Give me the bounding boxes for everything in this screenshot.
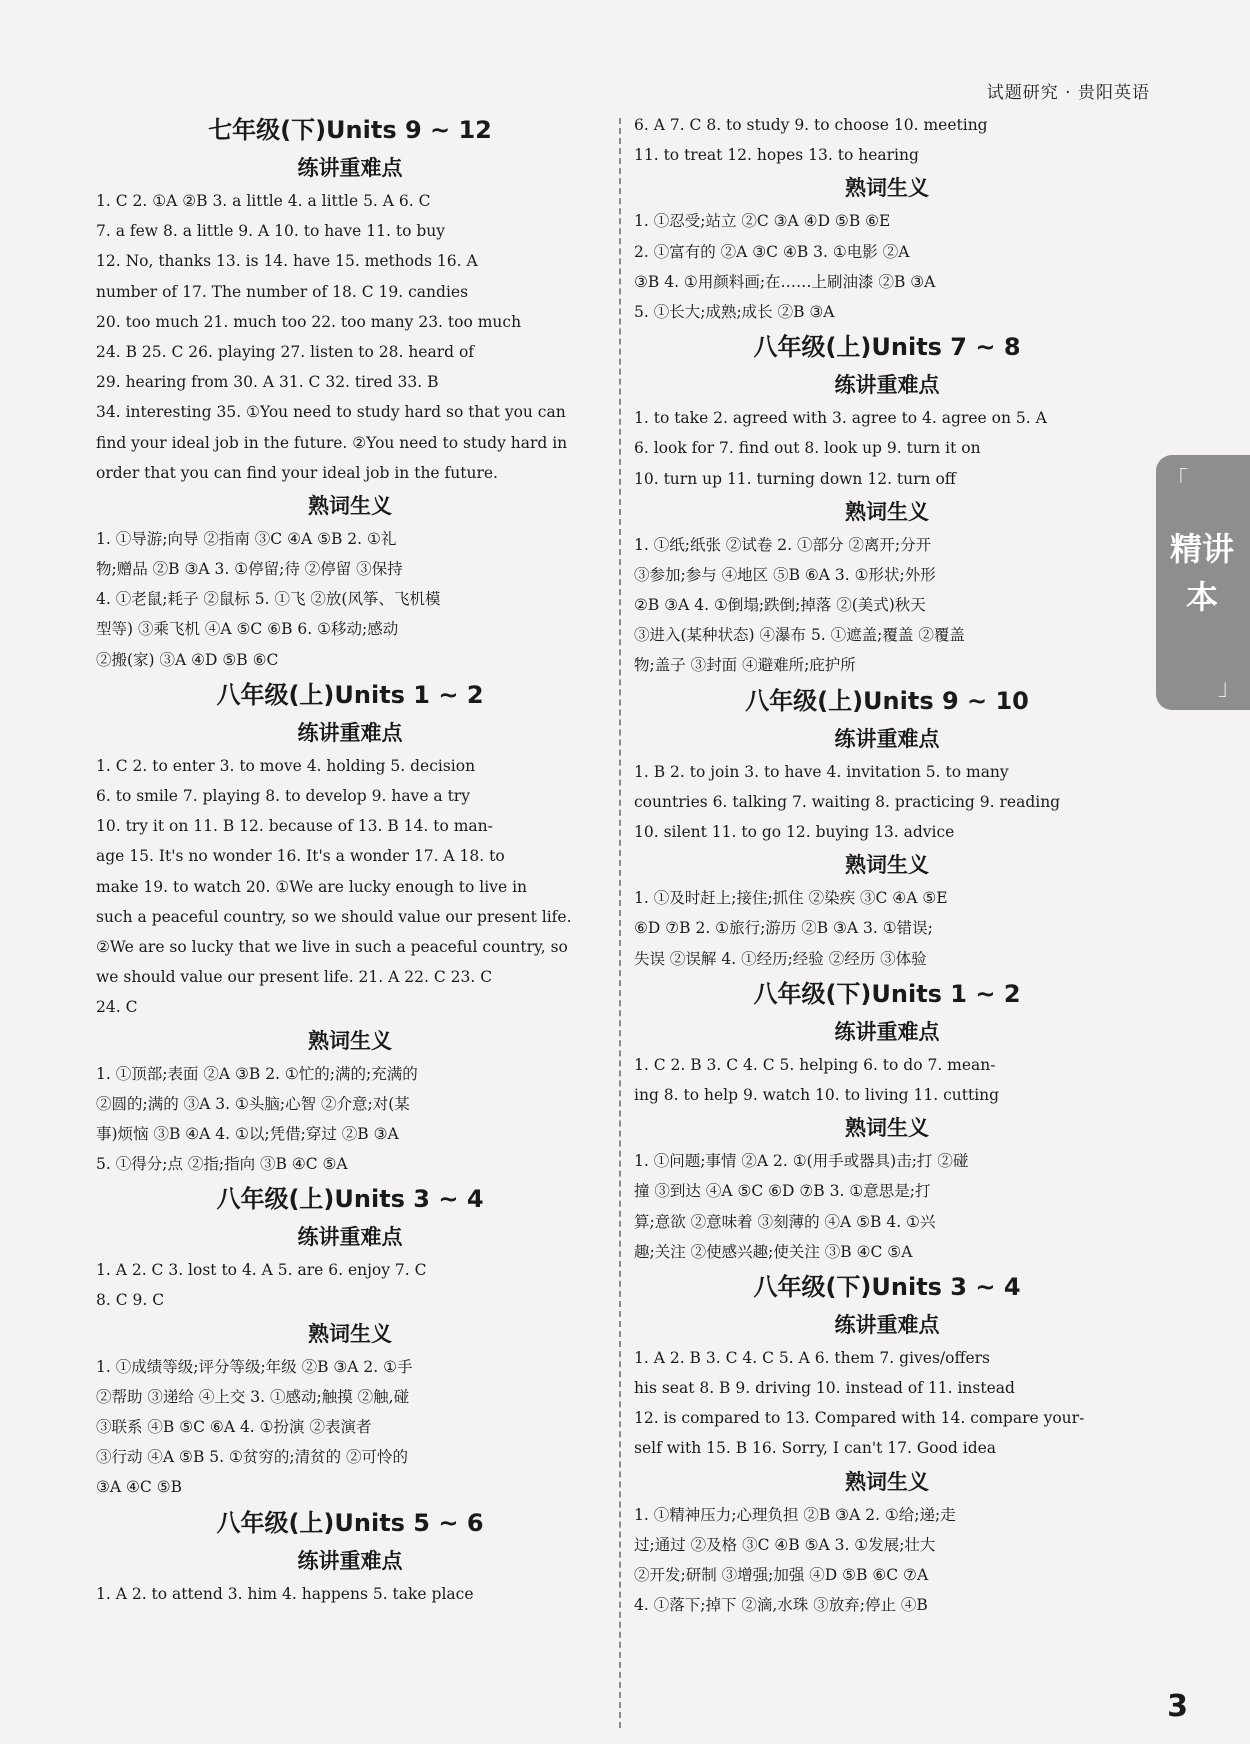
answer-line: self with 15. B 16. Sorry, I can't 17. Good idea [634,1439,997,1458]
answer-line: ②We are so lucky that we live in such a peaceful country, so [96,937,568,956]
answer-line: 34. interesting 35. ①You need to study hard so that you can [96,403,566,422]
answer-line: 1. A 2. to attend 3. him 4. happens 5. take place [96,1584,474,1603]
section-subtitle: 熟词生义 [308,1321,392,1346]
answer-line: 1. A 2. C 3. lost to 4. A 5. are 6. enjoy 7. C [96,1261,427,1280]
answer-line: 2. ①富有的 ②A ③C ④B 3. ①电影 ②A [634,242,910,261]
answer-line: 1. ①成绩等级;评分等级;年级 ②B ③A 2. ①手 [96,1357,413,1376]
answer-line: 8. C 9. C [96,1291,165,1310]
answer-line: 1. ①及时赶上;接住;抓住 ②染疾 ③C ④A ⑤E [634,889,948,908]
answer-line: 5. ①长大;成熟;成长 ②B ③A [634,302,835,321]
section-subtitle: 熟词生义 [845,1469,929,1494]
answer-line: 1. ①问题;事情 ②A 2. ①(用手或器具)击;打 ②碰 [634,1152,969,1171]
answer-line: 1. ①导游;向导 ②指南 ③C ④A ⑤B 2. ①礼 [96,529,397,548]
answer-line: 4. ①老鼠;耗子 ②鼠标 5. ①飞 ②放(风筝、飞机模 [96,590,441,609]
answer-line: age 15. It's no wonder 16. It's a wonder 17. A 18. to [96,847,505,866]
answer-line: 算;意欲 ②意味着 ③刻薄的 ④A ⑤B 4. ①兴 [634,1212,936,1231]
answer-line: 7. a few 8. a little 9. A 10. to have 11. to buy [96,222,446,241]
page-number: 3 [1167,1689,1188,1724]
section-subtitle: 练讲重难点 [834,726,940,751]
answer-line: 1. C 2. B 3. C 4. C 5. helping 6. to do 7. mean- [634,1055,996,1074]
answer-line: ②开发;研制 ③增强;加强 ④D ⑤B ⑥C ⑦A [634,1566,929,1584]
tab-label: 精讲本 [1170,530,1235,616]
answer-line: ②圆的;满的 ③A 3. ①头脑;心智 ②介意;对(某 [96,1094,410,1113]
unit-title: 七年级(下)Units 9 ~ 12 [208,116,492,144]
answer-line: 1. ①纸;纸张 ②试卷 2. ①部分 ②离开;分开 [634,535,932,554]
section-subtitle: 练讲重难点 [297,1548,403,1573]
section-subtitle: 练讲重难点 [297,1225,403,1250]
answer-line: 1. C 2. ①A ②B 3. a little 4. a little 5. A 6. C [96,192,431,210]
section-subtitle: 熟词生义 [845,176,929,201]
answer-column-left [96,110,604,1609]
answer-line: ⑥D ⑦B 2. ①旅行;游历 ②B ③A 3. ①错误; [634,919,933,938]
answer-line: order that you can find your ideal job in the future. [96,463,498,482]
answer-line: 20. too much 21. much too 22. too many 23. too much [96,312,522,331]
answer-line: ③B 4. ①用颜料画;在……上刷油漆 ②B ③A [634,272,936,291]
answer-line: 4. ①落下;掉下 ②滴,水珠 ③放弃;停止 ④B [634,1596,928,1615]
unit-title: 八年级(上)Units 9 ~ 10 [745,686,1029,715]
section-subtitle: 练讲重难点 [834,1019,940,1044]
answer-line: 12. No, thanks 13. is 14. have 15. methods 16. A [96,252,478,271]
answer-column-right [634,110,1140,1620]
answer-line: ②搬(家) ③A ④D ⑤B ⑥C [96,650,279,669]
section-subtitle: 练讲重难点 [297,720,403,745]
answer-line: countries 6. talking 7. waiting 8. practicing 9. reading [634,792,1061,811]
tab-bracket-top: 「 [1166,468,1189,493]
answer-line: 物;赠品 ②B ③A 3. ①停留;待 ②停留 ③保持 [96,560,403,579]
column-divider [619,118,621,1728]
answer-line: 5. ①得分;点 ②指;指向 ③B ④C ⑤A [96,1155,348,1174]
answer-line: 物;盖子 ③封面 ④避难所;庇护所 [634,656,856,675]
answer-line: ③参加;参与 ④地区 ⑤B ⑥A 3. ①形状;外形 [634,565,936,584]
answer-line: ②B ③A 4. ①倒塌;跌倒;掉落 ②(美式)秋天 [634,596,926,615]
unit-title: 八年级(下)Units 3 ~ 4 [753,1272,1021,1301]
unit-title: 八年级(上)Units 7 ~ 8 [753,333,1021,362]
answer-line: such a peaceful country, so we should value our present life. [96,907,572,926]
answer-line: 1. A 2. B 3. C 4. C 5. A 6. them 7. gives/offers [634,1348,991,1367]
answer-line: find your ideal job in the future. ②You need to study hard in [96,433,568,452]
section-subtitle: 练讲重难点 [834,373,940,398]
answer-line: number of 17. The number of 18. C 19. candies [96,282,469,301]
section-subtitle: 熟词生义 [845,499,929,524]
answer-line: 撞 ③到达 ④A ⑤C ⑥D ⑦B 3. ①意思是;打 [634,1182,931,1201]
answer-line: 10. turn up 11. turning down 12. turn off [634,469,956,488]
answer-line: 1. ①忍受;站立 ②C ③A ④D ⑤B ⑥E [634,212,891,231]
answer-line: ③联系 ④B ⑤C ⑥A 4. ①扮演 ②表演者 [96,1418,372,1436]
answer-line: 11. to treat 12. hopes 13. to hearing [634,146,919,165]
answer-line: 1. ①顶部;表面 ②A ③B 2. ①忙的;满的;充满的 [96,1064,418,1083]
section-subtitle: 熟词生义 [845,853,929,878]
answer-line: 型等) ③乘飞机 ④A ⑤C ⑥B 6. ①移动;感动 [96,620,399,639]
answer-line: 1. B 2. to join 3. to have 4. invitation 5. to many [634,762,1009,781]
answer-line: 失误 ②误解 4. ①经历;经验 ②经历 ③体验 [634,949,927,968]
answer-line: 10. try it on 11. B 12. because of 13. B 14. to man- [96,817,493,836]
answer-line: 29. hearing from 30. A 31. C 32. tired 33. B [96,373,439,392]
unit-title: 八年级(上)Units 1 ~ 2 [216,680,484,709]
answer-line: 1. to take 2. agreed with 3. agree to 4. agree on 5. A [634,409,1047,428]
answer-line: we should value our present life. 21. A 22. C 23. C [96,968,493,987]
answer-line: 趣;关注 ②使感兴趣;使关注 ③B ④C ⑤A [634,1242,913,1261]
tab-bracket-bottom: 」 [1217,676,1240,701]
page-header: 试题研究 · 贵阳英语 [986,83,1150,103]
answer-line: 6. A 7. C 8. to study 9. to choose 10. meeting [634,116,988,134]
section-subtitle: 熟词生义 [308,1028,392,1053]
answer-line: 过;通过 ②及格 ③C ④B ⑤A 3. ①发展;壮大 [634,1535,936,1554]
answer-line: ③A ④C ⑤B [96,1478,182,1497]
answer-line: 1. ①精神压力;心理负担 ②B ③A 2. ①给;递;走 [634,1505,956,1524]
answer-line: make 19. to watch 20. ①We are lucky enough to live in [96,877,528,896]
unit-title: 八年级(上)Units 5 ~ 6 [216,1508,484,1537]
answer-line: ③进入(某种状态) ④瀑布 5. ①遮盖;覆盖 ②覆盖 [634,626,965,645]
answer-line: 10. silent 11. to go 12. buying 13. advice [634,823,955,841]
answer-line: 12. is compared to 13. Compared with 14. compare your- [634,1409,1085,1428]
answer-line: 24. C [96,998,138,1017]
section-subtitle: 熟词生义 [845,1116,929,1141]
unit-title: 八年级(下)Units 1 ~ 2 [753,979,1021,1008]
answer-line: 事)烦恼 ③B ④A 4. ①以;凭借;穿过 ②B ③A [96,1124,399,1143]
unit-title: 八年级(上)Units 3 ~ 4 [216,1185,484,1214]
answer-line: 6. to smile 7. playing 8. to develop 9. have a try [96,787,470,805]
answer-line: his seat 8. B 9. driving 10. instead of 11. instead [634,1379,1015,1398]
answer-line: 1. C 2. to enter 3. to move 4. holding 5. decision [96,756,476,775]
section-subtitle: 练讲重难点 [834,1312,940,1337]
section-side-tab [1156,455,1250,710]
section-subtitle: 练讲重难点 [297,156,403,180]
answer-line: ③行动 ④A ⑤B 5. ①贫穷的;清贫的 ②可怜的 [96,1448,409,1467]
answer-line: ②帮助 ③递给 ④上交 3. ①感动;触摸 ②触,碰 [96,1387,410,1406]
answer-line: ing 8. to help 9. watch 10. to living 11. cutting [634,1085,1000,1104]
section-subtitle: 熟词生义 [308,493,392,518]
answer-line: 24. B 25. C 26. playing 27. listen to 28. heard of [96,342,475,361]
answer-line: 6. look for 7. find out 8. look up 9. turn it on [634,439,981,458]
